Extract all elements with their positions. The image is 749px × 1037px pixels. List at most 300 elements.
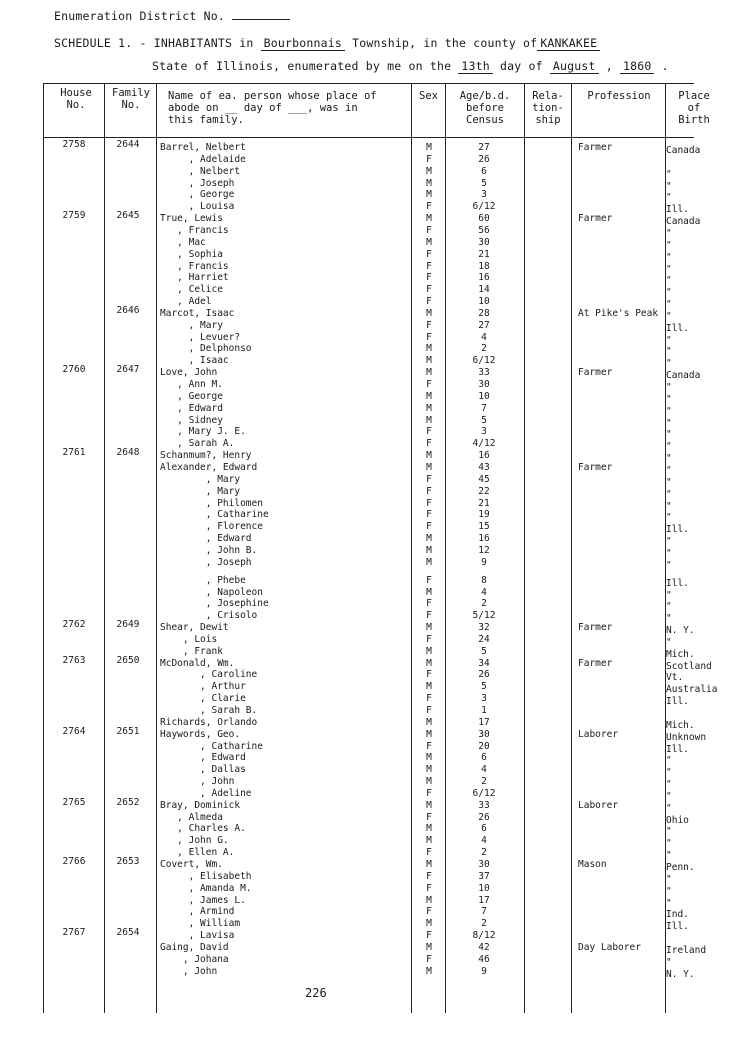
birthplace-value: " (666, 897, 672, 909)
age-value: 6/12 (472, 355, 496, 367)
house-number: 2762 (62, 619, 86, 630)
age-value: 4 (481, 331, 487, 343)
header-birth (666, 90, 722, 126)
person-name: , Clarie (160, 693, 246, 705)
age-value: 27 (478, 319, 490, 331)
family-number: 2646 (116, 304, 140, 316)
person-name: , Caroline (160, 669, 258, 681)
birthplace-value: " (666, 767, 672, 779)
sex-value: M (426, 189, 432, 201)
sex-value: F (426, 870, 432, 882)
person-name: , Lois (160, 633, 218, 645)
person-name: , Edward (160, 533, 252, 544)
sex-value: F (426, 260, 432, 272)
birthplace-value: " (666, 251, 672, 263)
house-number: 2763 (62, 654, 86, 666)
person-name: , Joseph (160, 177, 235, 189)
county-value: KANKAKEE (537, 36, 600, 51)
header-profession (572, 90, 666, 102)
birthplace-value: " (666, 275, 672, 287)
sex-value: M (426, 645, 432, 657)
person-name: , George (160, 189, 235, 201)
person-name: , Francis (160, 260, 229, 272)
age-value: 37 (478, 870, 490, 882)
age-value: 5 (481, 177, 487, 189)
sex-value: M (426, 799, 432, 811)
col-rule-left (43, 83, 44, 1013)
person-name: Love, John (160, 367, 218, 379)
person-name: True, Lewis (160, 213, 223, 225)
sex-value: F (426, 201, 432, 213)
person-name: , Ann M. (160, 379, 223, 390)
age-value: 33 (478, 799, 490, 811)
sex-value: F (426, 497, 432, 509)
sex-value: F (426, 669, 432, 681)
schedule-mid: Township, in the county of (352, 36, 538, 50)
person-name: , James L. (160, 894, 246, 906)
sex-value: M (426, 402, 432, 414)
age-value: 26 (478, 811, 490, 823)
col-rule-age (524, 83, 525, 1013)
age-value: 5 (481, 645, 487, 657)
age-value: 34 (478, 657, 490, 669)
sex-value: M (426, 941, 432, 953)
col-rule-house (104, 83, 105, 1013)
page-number: 226 (305, 986, 327, 1000)
person-name: , Adel (160, 296, 212, 307)
birthplace-value: " (666, 239, 672, 251)
person-name: , Mary (160, 485, 241, 497)
birthplace-value: " (666, 613, 672, 625)
age-value: 16 (478, 272, 490, 284)
age-value: 3 (481, 426, 487, 438)
person-name: , John (160, 965, 218, 977)
header-family-line2: No. (121, 99, 141, 111)
age-value: 10 (478, 882, 490, 894)
age-value: 6 (481, 823, 487, 835)
birthplace-value: " (666, 536, 672, 547)
header-house-line2: No. (66, 99, 86, 111)
header-name-line3: this family. (168, 114, 244, 126)
person-name: , Ellen A. (160, 847, 235, 859)
age-value: 1 (481, 704, 487, 716)
header-age-line1: Age/b.d. (459, 90, 511, 102)
person-name: , Nelbert (160, 165, 241, 177)
person-name: , Edward (160, 402, 223, 414)
header-rel-line3: ship (535, 114, 561, 126)
sex-value: M (426, 177, 432, 189)
sex-value: M (426, 544, 432, 556)
sex-value: M (426, 586, 432, 598)
age-value: 10 (478, 296, 490, 307)
house-number: 2758 (62, 139, 86, 150)
age-value: 21 (478, 497, 490, 509)
header-birth-line1: Place (678, 90, 710, 102)
year-value: 1860 (620, 59, 655, 74)
header-house (46, 87, 106, 111)
sex-value: M (426, 835, 432, 847)
birthplace-value: Australia (666, 684, 718, 696)
profession-value: Farmer (578, 213, 613, 225)
age-value: 27 (478, 142, 490, 153)
age-value: 5/12 (472, 610, 496, 622)
birthplace-value: " (666, 168, 672, 180)
header-prof-line1: Profession (587, 90, 651, 102)
sex-value: M (426, 728, 432, 740)
age-value: 3 (481, 189, 487, 201)
birthplace-value: " (666, 488, 672, 500)
birthplace-value: Ill. (666, 204, 689, 216)
sex-value: F (426, 485, 432, 497)
person-name: , Mac (160, 236, 206, 248)
col-rule-family (156, 83, 157, 1013)
person-name: , Mary (160, 473, 241, 485)
age-value: 43 (478, 461, 490, 473)
sex-value: F (426, 787, 432, 799)
sex-value: F (426, 296, 432, 307)
header-name-line2: abode on __ day of ___, was in (168, 102, 358, 114)
sex-value: F (426, 509, 432, 521)
profession-value: Mason (578, 859, 607, 870)
person-name: Marcot, Isaac (160, 307, 235, 319)
sex-value: M (426, 681, 432, 693)
age-value: 28 (478, 307, 490, 319)
age-value: 5 (481, 414, 487, 426)
birthplace-value: Ill. (666, 322, 689, 334)
person-name: , George (160, 390, 223, 402)
birthplace-value: " (666, 476, 672, 488)
age-value: 10 (478, 390, 490, 402)
person-name: , Crisolo (160, 610, 258, 622)
birthplace-value: " (666, 334, 672, 346)
birthplace-value: " (666, 263, 672, 275)
birthplace-value: " (666, 227, 672, 239)
birthplace-value: " (666, 547, 672, 559)
sex-value: F (426, 426, 432, 438)
age-value: 9 (481, 965, 487, 977)
person-name: McDonald, Wm. (160, 657, 235, 669)
township-value: Bourbonnais (261, 36, 345, 51)
sex-value: M (426, 556, 432, 568)
sex-value: M (426, 307, 432, 319)
age-value: 6 (481, 752, 487, 764)
sex-value: M (426, 752, 432, 764)
profession-value: Farmer (578, 622, 613, 633)
age-value: 9 (481, 556, 487, 568)
birthplace-value: Canada (666, 370, 701, 382)
family-number: 2650 (116, 654, 140, 666)
birthplace-value: " (666, 346, 672, 358)
birthplace-value: " (666, 779, 672, 790)
sex-value: F (426, 331, 432, 343)
age-value: 6/12 (472, 201, 496, 213)
birthplace-value: Penn. (666, 862, 695, 873)
sex-value: F (426, 248, 432, 260)
header-name (168, 90, 408, 126)
birthplace-value: " (666, 382, 672, 393)
birthplace-value: " (666, 299, 672, 310)
family-number: 2651 (116, 725, 140, 737)
person-name: Covert, Wm. (160, 859, 223, 870)
age-value: 14 (478, 284, 490, 296)
age-value: 3 (481, 693, 487, 705)
birthplace-value: Ill. (666, 743, 689, 755)
age-value: 16 (478, 450, 490, 462)
sex-value: F (426, 953, 432, 965)
day-value: 13th (458, 59, 493, 74)
header-house-line1: House (60, 87, 92, 99)
age-value: 5 (481, 681, 487, 693)
house-number: 2764 (62, 725, 86, 737)
comma: , (605, 59, 613, 73)
birthplace-value: " (666, 358, 672, 370)
sex-value: F (426, 473, 432, 485)
age-value: 30 (478, 728, 490, 740)
person-name: , Napoleon (160, 586, 263, 598)
person-name: Haywords, Geo. (160, 728, 241, 740)
person-name: Alexander, Edward (160, 461, 258, 473)
person-name: , Catharine (160, 509, 269, 521)
age-value: 46 (478, 953, 490, 965)
schedule-line (54, 36, 600, 51)
age-value: 30 (478, 379, 490, 390)
person-name: , Mary J. E. (160, 426, 246, 438)
person-name: Barrel, Nelbert (160, 142, 246, 153)
profession-value: At Pike's Peak (578, 307, 659, 319)
birthplace-value: " (666, 393, 672, 405)
person-name: Richards, Orlando (160, 716, 258, 728)
person-name: , Amanda M. (160, 882, 252, 894)
sex-value: M (426, 450, 432, 462)
age-value: 4 (481, 835, 487, 847)
sex-value: M (426, 657, 432, 669)
schedule-prefix: SCHEDULE 1. - INHABITANTS in (54, 36, 254, 50)
person-name: , Edward (160, 752, 246, 764)
house-number: 2759 (62, 210, 86, 222)
enumeration-district-label: Enumeration District No. (54, 9, 225, 23)
birthplace-value: " (666, 850, 672, 862)
profession-value: Farmer (578, 657, 613, 669)
house-number: 2767 (62, 927, 86, 939)
profession-value: Farmer (578, 461, 613, 473)
header-birth-line3: Birth (678, 114, 710, 126)
family-number: 2654 (116, 927, 140, 939)
sex-value: F (426, 284, 432, 296)
birthplace-value: Ireland (666, 944, 707, 956)
age-value: 19 (478, 509, 490, 521)
sex-value: F (426, 379, 432, 390)
sex-value: F (426, 704, 432, 716)
birthplace-value: N. Y. (666, 968, 695, 980)
age-value: 16 (478, 533, 490, 544)
age-value: 18 (478, 260, 490, 272)
age-value: 2 (481, 776, 487, 787)
sex-value: M (426, 859, 432, 870)
sex-value: F (426, 224, 432, 236)
header-relationship (525, 90, 571, 126)
header-age-line2: before (466, 102, 504, 114)
birthplace-value: " (666, 589, 672, 601)
age-value: 7 (481, 906, 487, 918)
sex-value: M (426, 965, 432, 977)
age-value: 8/12 (472, 930, 496, 942)
sex-value: F (426, 319, 432, 331)
age-value: 2 (481, 343, 487, 355)
age-value: 24 (478, 633, 490, 645)
family-number: 2648 (116, 447, 140, 459)
header-name-line1: Name of ea. person whose place of (168, 90, 377, 102)
sex-value: M (426, 716, 432, 728)
person-name: , Sarah A. (160, 438, 235, 450)
age-value: 8 (481, 574, 487, 586)
profession-value: Farmer (578, 142, 613, 153)
birthplace-value: N. Y. (666, 625, 695, 636)
birthplace-value: " (666, 441, 672, 453)
family-number: 2649 (116, 619, 140, 630)
header-rel-line2: tion- (532, 102, 564, 114)
age-value: 26 (478, 153, 490, 165)
sex-value: M (426, 390, 432, 402)
person-name: , Elisabeth (160, 870, 252, 882)
age-value: 6 (481, 165, 487, 177)
person-name: , John B. (160, 544, 258, 556)
sex-value: M (426, 823, 432, 835)
person-name: , Celice (160, 284, 223, 296)
table-top-rule (43, 83, 694, 84)
sex-value: M (426, 367, 432, 379)
header-sex-line1: Sex (419, 90, 438, 102)
person-name: , Levuer? (160, 331, 241, 343)
person-name: , Isaac (160, 355, 229, 367)
sex-value: F (426, 882, 432, 894)
sex-value: F (426, 930, 432, 942)
house-number: 2761 (62, 447, 86, 459)
age-value: 30 (478, 859, 490, 870)
age-value: 22 (478, 485, 490, 497)
sex-value: F (426, 574, 432, 586)
person-name: Schanmum?, Henry (160, 450, 252, 462)
person-name: , Joseph (160, 556, 252, 568)
person-name: , Delphonso (160, 343, 252, 355)
sex-value: F (426, 740, 432, 752)
birthplace-value: " (666, 512, 672, 524)
sex-value: F (426, 153, 432, 165)
age-value: 30 (478, 236, 490, 248)
birthplace-value: " (666, 310, 672, 322)
sex-value: M (426, 343, 432, 355)
person-name: , Philomen (160, 497, 263, 509)
sex-value: F (426, 610, 432, 622)
sex-value: F (426, 811, 432, 823)
sex-value: M (426, 776, 432, 787)
person-name: , Phebe (160, 574, 246, 586)
sex-value: M (426, 918, 432, 930)
age-value: 17 (478, 894, 490, 906)
sex-value: M (426, 213, 432, 225)
family-number: 2652 (116, 796, 140, 808)
birthplace-value: " (666, 559, 672, 571)
header-family-line1: Family (112, 87, 150, 99)
state-prefix: State of Illinois, enumerated by me on the (152, 59, 452, 73)
enumeration-district-line (54, 8, 290, 23)
birthplace-value: Mich. (666, 719, 695, 731)
age-value: 2 (481, 598, 487, 610)
birthplace-value: " (666, 417, 672, 429)
header-age-line3: Census (466, 114, 504, 126)
age-value: 20 (478, 740, 490, 752)
person-name: , Mary (160, 319, 223, 331)
person-name: , Johana (160, 953, 229, 965)
birthplace-value: " (666, 873, 672, 885)
age-value: 7 (481, 402, 487, 414)
header-age (446, 90, 524, 126)
birthplace-value: " (666, 464, 672, 476)
age-value: 4 (481, 764, 487, 776)
sex-value: M (426, 622, 432, 633)
birthplace-value: Ill. (666, 921, 689, 933)
person-name: Bray, Dominick (160, 799, 241, 811)
birthplace-value: " (666, 838, 672, 850)
birthplace-value: " (666, 826, 672, 838)
house-number: 2766 (62, 856, 86, 867)
age-value: 33 (478, 367, 490, 379)
birthplace-value: " (666, 429, 672, 441)
person-name: , John (160, 776, 235, 787)
birthplace-value: " (666, 885, 672, 897)
person-name: , Frank (160, 645, 223, 657)
person-name: , Josephine (160, 598, 269, 610)
profession-value: Laborer (578, 799, 619, 811)
family-number: 2644 (116, 139, 140, 150)
sex-value: M (426, 165, 432, 177)
person-name: , Sidney (160, 414, 223, 426)
profession-value: Farmer (578, 367, 613, 379)
birthplace-value: " (666, 405, 672, 417)
profession-value: Day Laborer (578, 941, 641, 953)
age-value: 15 (478, 521, 490, 533)
sex-value: M (426, 461, 432, 473)
age-value: 26 (478, 669, 490, 681)
sex-value: F (426, 598, 432, 610)
birthplace-value: Ill. (666, 696, 689, 708)
birthplace-value: Ind. (666, 909, 689, 921)
age-value: 2 (481, 847, 487, 859)
age-value: 17 (478, 716, 490, 728)
profession-value: Laborer (578, 728, 619, 740)
person-name: Gaing, David (160, 941, 229, 953)
age-value: 56 (478, 224, 490, 236)
header-sex (412, 90, 445, 102)
birthplace-value: " (666, 180, 672, 192)
person-name: , John G. (160, 835, 229, 847)
person-name: , Catharine (160, 740, 263, 752)
birthplace-value: " (666, 755, 672, 767)
header-bottom-rule (43, 137, 694, 138)
person-name: , Sarah B. (160, 704, 258, 716)
house-number: 2765 (62, 796, 86, 808)
birthplace-value: " (666, 500, 672, 512)
family-number: 2645 (116, 210, 140, 222)
sex-value: M (426, 142, 432, 153)
age-value: 6/12 (472, 787, 496, 799)
col-rule-rel (571, 83, 572, 1013)
birthplace-value: Ill. (666, 524, 689, 536)
sex-value: M (426, 894, 432, 906)
person-name: , Charles A. (160, 823, 246, 835)
birthplace-value: Mich. (666, 648, 695, 660)
birthplace-value: Vt. (666, 672, 684, 684)
birthplace-value: Canada (666, 145, 701, 156)
